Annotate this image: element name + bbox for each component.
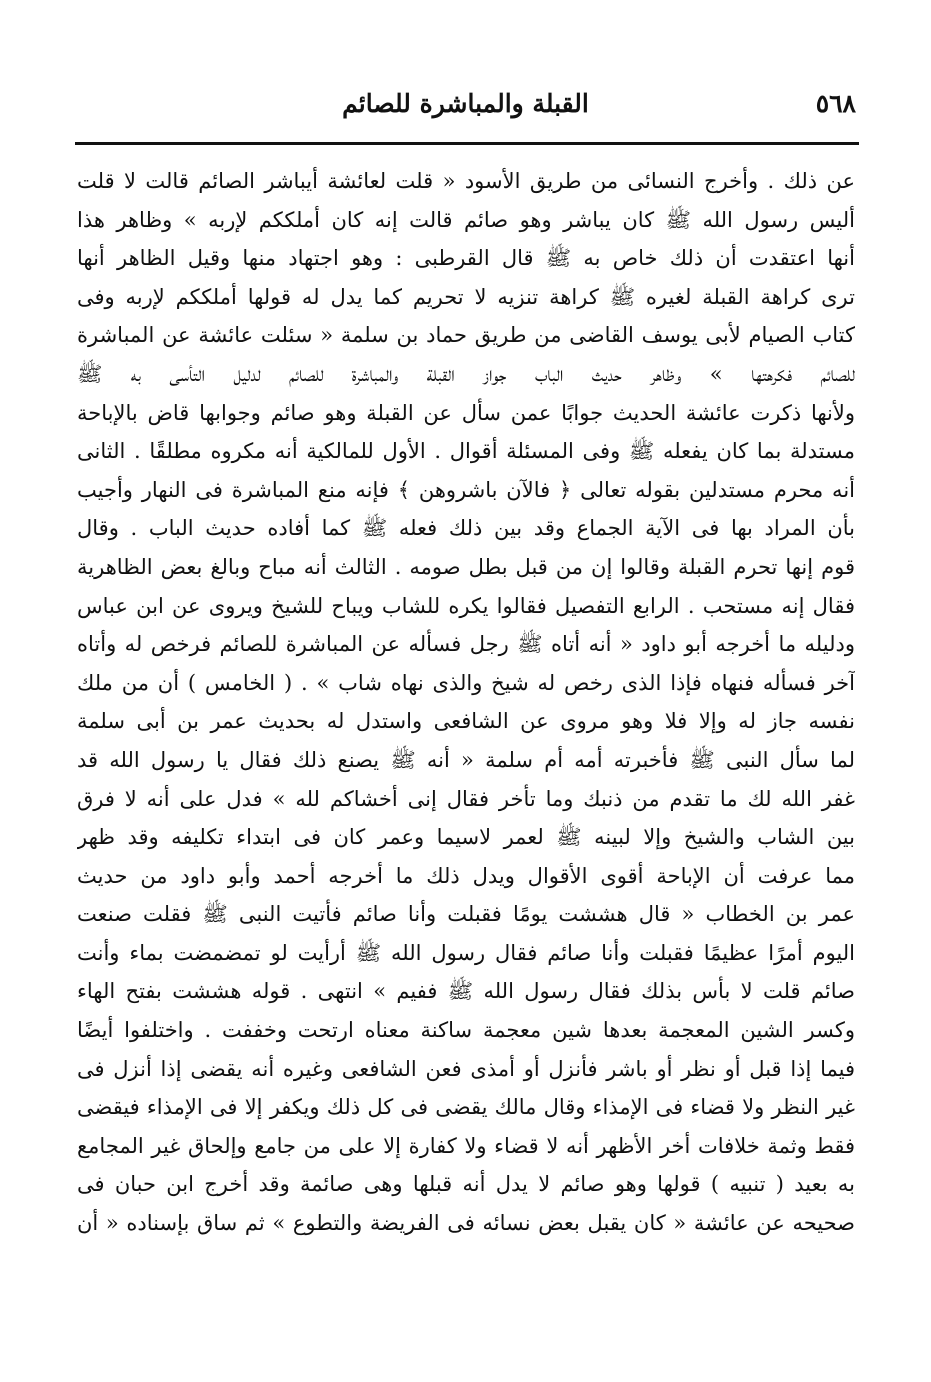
text-line: أنها اعتقدت أن ذلك خاص به ﷺ قال القرطبى : وهو اجتهاد منها وقيل الظاهر أنها	[77, 246, 855, 271]
header-divider	[75, 142, 859, 145]
text-line: صحيحه عن عائشة « كان يقبل بعض نسائه فى الفريضة والتطوع » ثم ساق بإسناده « أن	[77, 1211, 855, 1236]
text-line: غير النظر ولا قضاء فى الإمذاء وقال مالك يقضى فى كل ذلك ويكفر إلا فى الإمذاء فيقضى	[77, 1095, 855, 1120]
text-line: فقط وثمة خلافات أخر الأظهر أنه لا قضاء ولا كفارة إلا على من جامع وإلحاق غير المجامع	[77, 1133, 855, 1158]
text-line: لما سأل النبى ﷺ فأخبرته أمه أم سلمة « أنه ﷺ يصنع ذلك فقال يا رسول الله قد	[77, 747, 855, 772]
text-line: عمر بن الخطاب « قال هششت يومًا فقبلت وأنا صائم فأتيت النبى ﷺ فقلت صنعت	[77, 902, 855, 927]
text-line: اليوم أمرًا عظيمًا فقبلت وأنا صائم فقال رسول الله ﷺ أرأيت لو تمضمضت بماء وأنت	[77, 940, 855, 965]
text-line: بين الشاب والشيخ وإلا لبينه ﷺ لعمر لاسيما وعمر كان فى ابتداء تكليفه وقد ظهر	[77, 825, 855, 850]
text-line: قوم إنها تحرم القبلة وقالوا إن من قبل بطل صومه . الثالث أنه مباح وبالغ بعض الظاهرية	[77, 554, 855, 579]
text-line: فيما إذا قبل أو نظر أو باشر فأنزل أو أمذى فعن الشافعى وغيره أنه يقضى إذا أنزل فى	[77, 1056, 855, 1081]
text-line: غفر الله لك ما تقدم من ذنبك وما تأخر فقال إنى أخشاكم لله » فدل على أنه لا فرق	[77, 786, 855, 811]
page-header	[75, 84, 856, 124]
text-line: آخر فسأله فنهاه فإذا الذى رخص له شيخ والذى نهاه شاب » . ( الخامس ) أن من ملك	[77, 670, 855, 695]
text-line: للصائم فكرهتها » وظاهر حديث الباب جواز القبلة والمباشرة للصائم لدليل التأسى به ﷺ	[77, 361, 855, 386]
text-line: كتاب الصيام لأبى يوسف القاضى من طريق حماد بن سلمة « سئلت عائشة عن المباشرة	[77, 323, 855, 348]
page-number: ٥٦٨	[815, 89, 856, 118]
body-text	[77, 162, 855, 1243]
text-line: ولأنها ذكرت عائشة الحديث جوابًا عمن سأل عن القبلة وهو صائم وجوابها قاض بالإباحة	[77, 400, 855, 425]
text-line: أنه محرم مستدلين بقوله تعالى ﴿ فالآن باشروهن ﴾ فإنه منع المباشرة فى النهار وأجيب	[77, 477, 855, 502]
running-title: القبلة والمباشرة للصائم	[342, 89, 589, 118]
text-line: صائم قلت لا بأس بذلك فقال رسول الله ﷺ ففيم » انتهى . قوله هششت بفتح الهاء	[77, 979, 855, 1004]
text-line: ترى كراهة القبلة لغيره ﷺ كراهة تنزيه لا تحريم كما يدل له قولها أملككم لإربه وفى	[77, 284, 855, 309]
text-line: مستدلة بما كان يفعله ﷺ وفى المسئلة أقوال . الأول للمالكية أنه مكروه مطلقًا . الثانى	[77, 439, 855, 464]
text-line: فقال إنه مستحب . الرابع التفصيل فقالوا يكره للشاب ويباح للشيخ ويروى عن ابن عباس	[77, 593, 855, 618]
text-line: عن ذلك . وأخرج النسائى من طريق الأسود « قلت لعائشة أيباشر الصائم قالت لا قلت	[77, 169, 855, 193]
text-line: بأن المراد بها فى الآية الجماع وقد بين ذلك فعله ﷺ كما أفاده حديث الباب . وقال	[77, 516, 855, 541]
text-line: وكسر الشين المعجمة بعدها شين معجمة ساكنة معناه ارتحت وخففت . واختلفوا أيضًا	[77, 1018, 855, 1043]
text-line: ودليله ما أخرجه أبو داود « أنه أتاه ﷺ رجل فسأله عن المباشرة للصائم فرخص له وأتاه	[77, 632, 855, 657]
text-line: أليس رسول الله ﷺ كان يباشر وهو صائم قالت إنه كان أملككم لإربه » وظاهر هذا	[77, 207, 855, 232]
text-line: مما عرفت أن الإباحة أقوى الأقوال ويدل ذلك ما أخرجه أحمد وأبو داود من حديث	[77, 863, 855, 888]
text-line: نفسه جاز له وإلا فلا وهو مروى عن الشافعى واستدل له بحديث عمر بن أبى سلمة	[77, 709, 855, 734]
text-line: به بعيد ( تنبيه ) قولها وهو صائم لا يدل أنه قبلها وهى صائمة وقد أخرج ابن حبان فى	[77, 1172, 855, 1197]
